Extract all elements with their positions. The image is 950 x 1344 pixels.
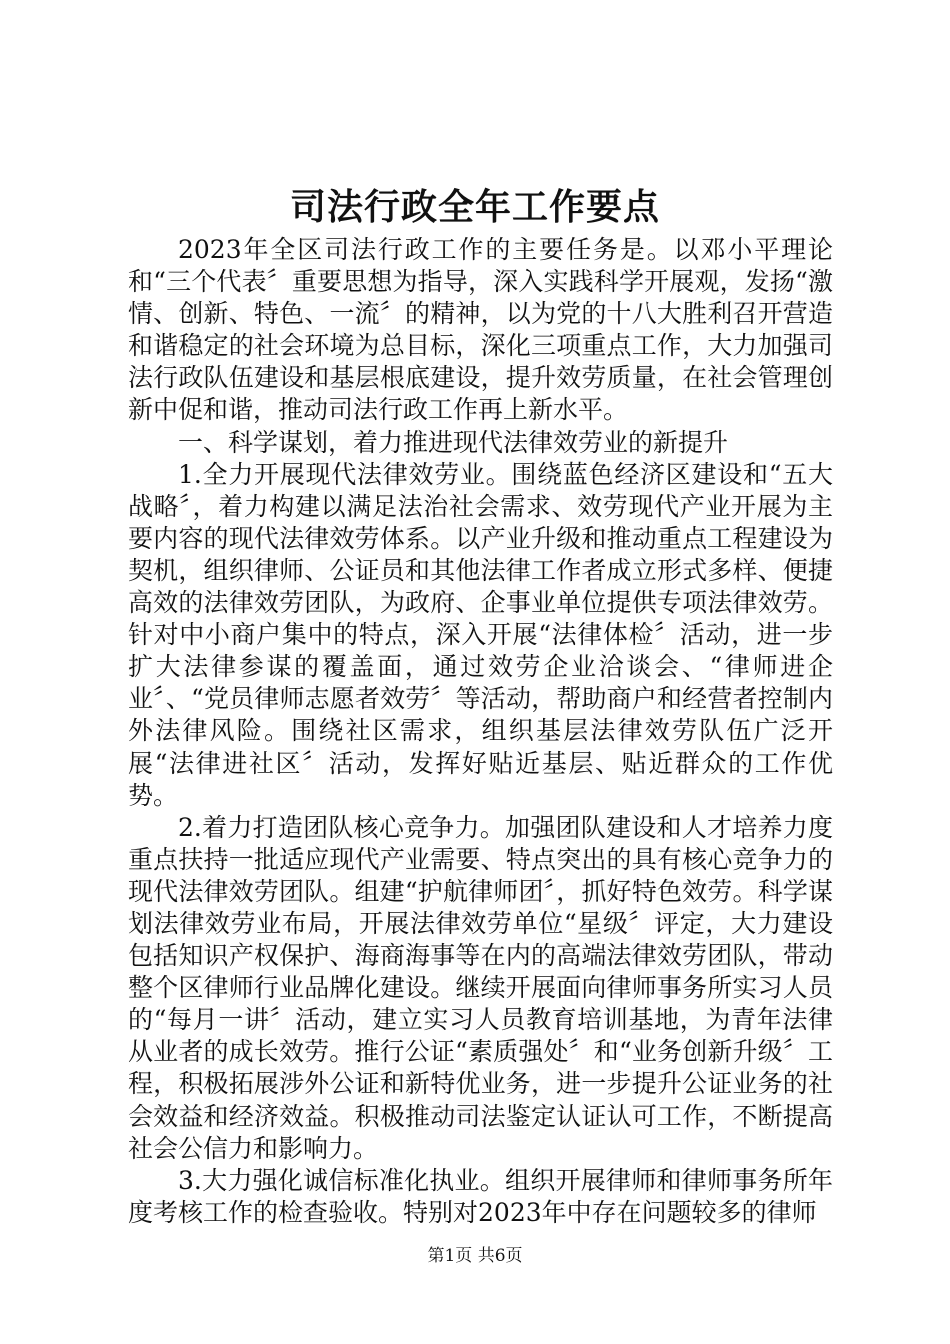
item-paragraph-1: 1.全力开展现代法律效劳业。围绕蓝色经济区建设和“五大战略〞，着力构建以满足法治社会需求、效劳现代产业开展为主要内容的现代法律效劳体系。以产业升级和推动重点工程建设为契机，组织律师、公证员和其他法律工作者成立形式多样、便捷高效的法律效劳团队，为政府、企事业单位提供专项法律效劳。针对中小商户集中的特点，深入开展“法律体检〞活动，进一步扩大法律参谋的覆盖面，通过效劳企业洽谈会、“律师进企业〞、“党员律师志愿者效劳〞等活动，帮助商户和经营者控制内外法律风险。围绕社区需求，组织基层法律效劳队伍广泛开展“法律进社区〞活动，发挥好贴近基层、贴近群众的工作优势。 bbox=[128, 459, 833, 810]
document-title: 司法行政全年工作要点 bbox=[289, 186, 660, 228]
item-paragraph-2: 2.着力打造团队核心竞争力。加强团队建设和人才培养力度重点扶持一批适应现代产业需要、特点突出的具有核心竞争力的现代法律效劳团队。组建“护航律师团〞，抓好特色效劳。科学谋划法律效劳业布局，开展法律效劳单位“星级〞评定，大力建设包括知识产权保护、海商海事等在内的高端法律效劳团队，带动整个区律师行业品牌化建设。继续开展面向律师事务所实习人员的“每月一讲〞活动，建立实习人员教育培训基地，为青年法律从业者的成长效劳。推行公证“素质强处〞和“业务创新升级〞工程，积极拓展涉外公证和新特优业务，进一步提升公证业务的社会效益和经济效益。积极推动司法鉴定认证认可工作，不断提高社会公信力和影响力。 bbox=[128, 812, 833, 1163]
intro-paragraph: 2023年全区司法行政工作的主要任务是。以邓小平理论和“三个代表〞重要思想为指导，深入实践科学开展观，发扬“激情、创新、特色、一流〞的精神，以为党的十八大胜利召开营造和谐稳定的社会环境为总目标，深化三项重点工作，大力加强司法行政队伍建设和基层根底建设，提升效劳质量，在社会管理创新中促和谐，推动司法行政工作再上新水平。 bbox=[128, 235, 833, 425]
item-paragraph-3: 3.大力强化诚信标准化执业。组织开展律师和律师事务所年度考核工作的检查验收。特别对2023年中存在问题较多的律师 bbox=[128, 1165, 833, 1227]
page-number-footer: 第1页 共6页 bbox=[427, 1246, 523, 1266]
document-body bbox=[128, 234, 833, 1229]
section-heading: 一、科学谋划，着力推进现代法律效劳业的新提升 bbox=[178, 427, 729, 457]
